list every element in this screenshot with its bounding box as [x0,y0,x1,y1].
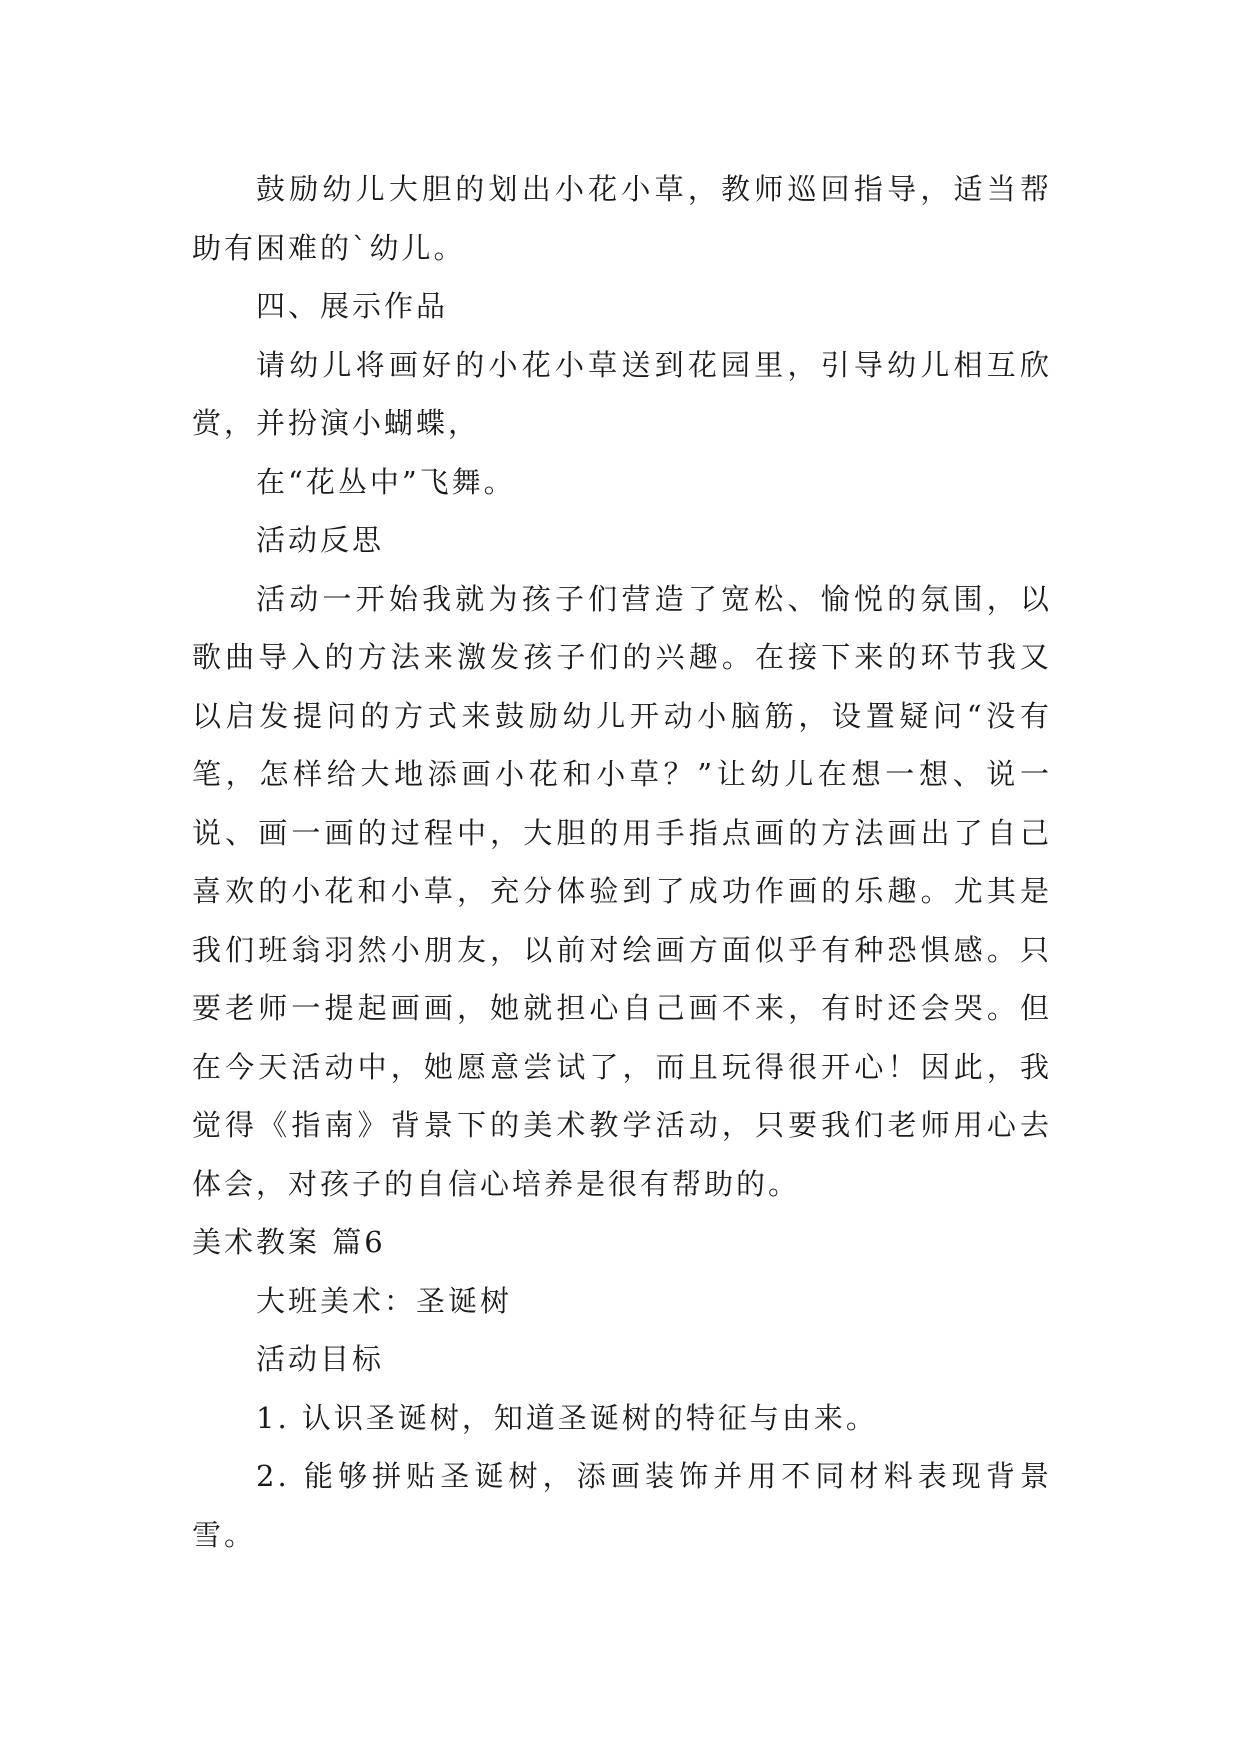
paragraph-reflection-body: 活动一开始我就为孩子们营造了宽松、愉悦的氛围，以歌曲导入的方法来激发孩子们的兴趣。在接下来的环节我又以启发提问的方式来鼓励幼儿开动小脑筋，设置疑问“没有笔，怎样给大地添画小花和小草？”让幼儿在想一想、说一说、画一画的过程中，大胆的用手指点画的方法画出了自己喜欢的小花和小草，充分体验到了成功作画的乐趣。尤其是我们班翁羽然小朋友，以前对绘画方面似乎有种恐惧感。只要老师一提起画画，她就担心自己画不来，有时还会哭。但在今天活动中，她愿意尝试了，而且玩得很开心！因此，我觉得《指南》背景下的美术教学活动，只要我们老师用心去体会，对孩子的自信心培养是很有帮助的。 [192,581,1052,1201]
lesson-title: 大班美术：圣诞树 [256,1283,513,1318]
document-body [192,160,1052,1564]
heading-activity-reflection: 活动反思 [256,523,385,557]
heading-activity-goals: 活动目标 [256,1342,385,1376]
paragraph-encourage-drawing: 鼓励幼儿大胆的划出小花小草，教师巡回指导，适当帮助有困难的`幼儿。 [192,172,1052,265]
section-title-lesson-6: 美术教案 篇6 [192,1225,386,1259]
heading-show-works: 四、展示作品 [256,289,449,323]
goal-item-2: 2. 能够拼贴圣诞树，添画装饰并用不同材料表现背景雪。 [192,1459,1052,1552]
paragraph-dance-in-flowers: 在“花丛中”飞舞。 [256,464,516,499]
goal-item-1: 1. 认识圣诞树，知道圣诞树的特征与由来。 [256,1400,878,1435]
paragraph-send-to-garden: 请幼儿将画好的小花小草送到花园里，引导幼儿相互欣赏，并扮演小蝴蝶， [192,347,1052,440]
